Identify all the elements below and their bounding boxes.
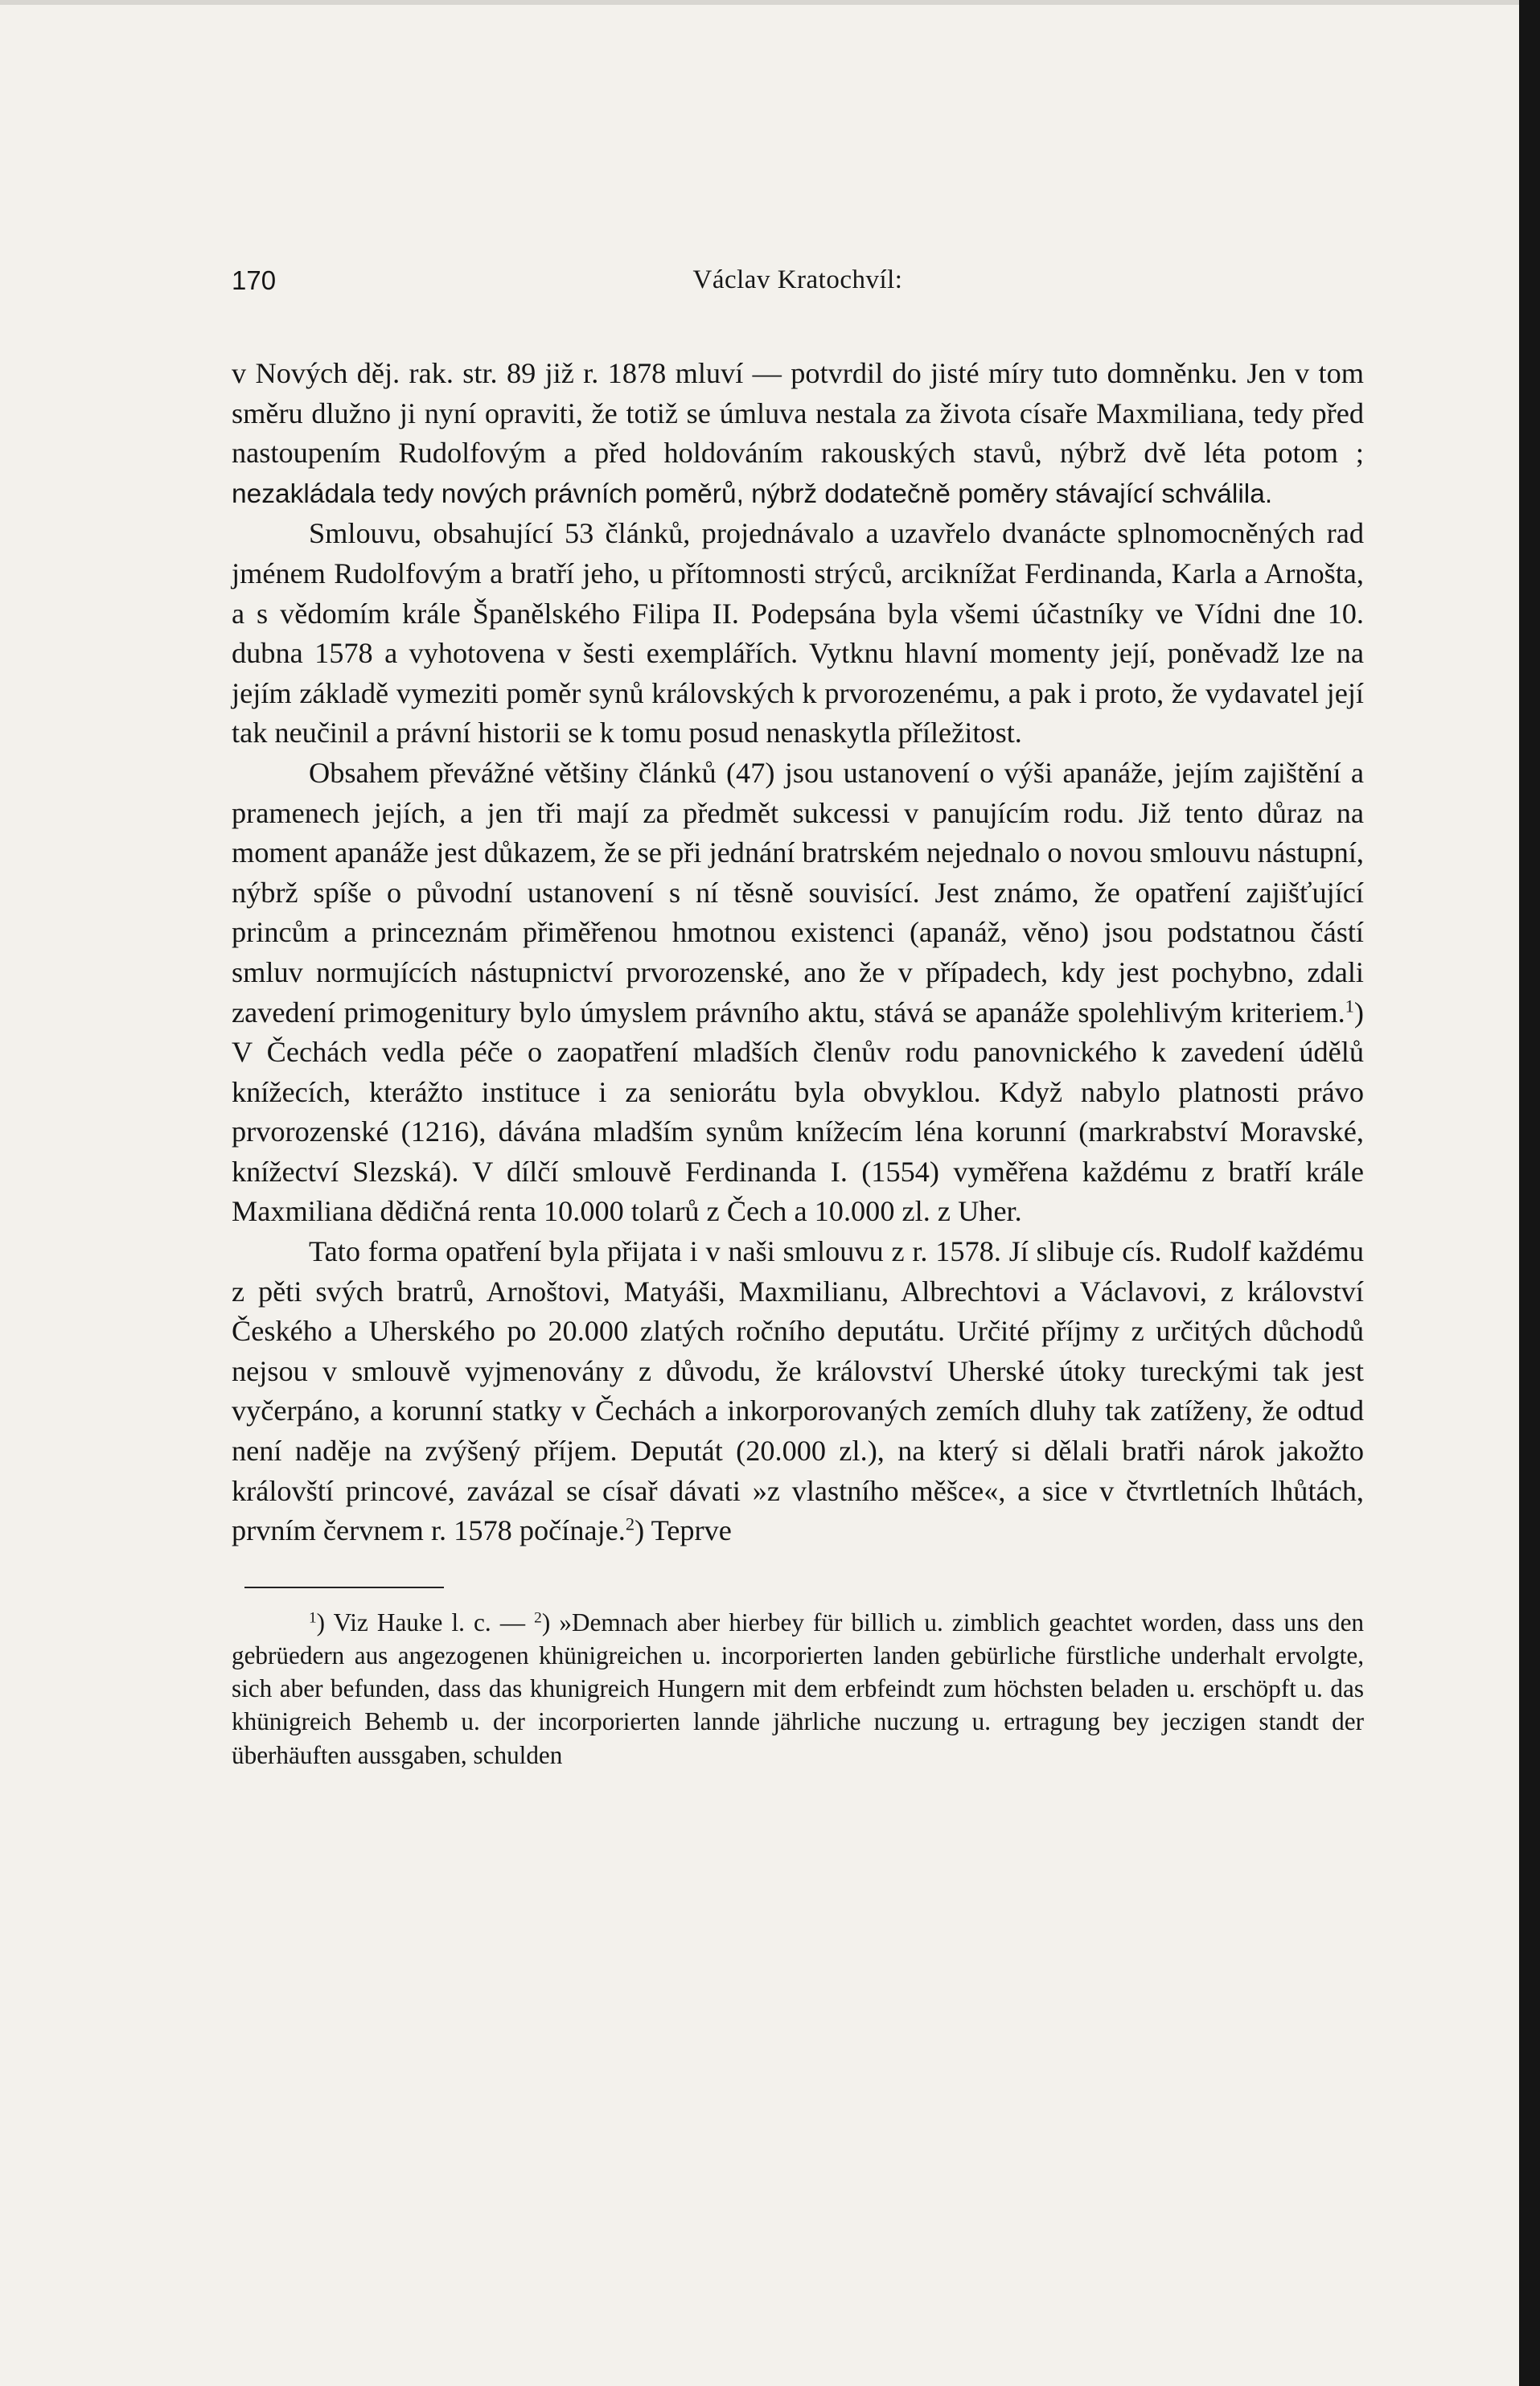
- page: [232, 265, 1364, 1772]
- footnote-1-and-2: $^1$) Viz Hauke l. c. — $^2$) »Demnach aber hierbey für billich u. zimblich geachtet worden, dass uns den gebrüedern aus angezogenen khünigreichen u. incorporierten landen gebürliche fürstliche underhalt ervolgte, sich aber befunden, dass das khunigreich Hungern mit dem erbfeindt zum höchsten beladen u. erschöpft u. das khünigreich Behemb u. der incorporierten lannde jährliche nuczung u. ertragung bey jeczigen standt der überhäuften aussgaben, schulden: [232, 1608, 1365, 1769]
- footnote-ref-2[interactable]: 2: [625, 1513, 635, 1534]
- paragraph-3: Obsahem převážné většiny článků (47) jsou ustanovení o výši apanáže, jejím zajištění a pramenech jejích, a jen tři mají za předmět sukcessi v panujícím rodu. Již tento důraz na moment apanáže jest důkazem, že se při jednání bratrském nejednalo o novou smlouvu nástupní, nýbrž spíše o původní ustanovení s ní těsně souvisící. Jest známo, že opatření zajišťující princům a princeznám přiměřenou hmotnou existenci (apanáž, věno) jsou podstatnou částí smluv normujících nástupnictví prvorozenské, ano že v případech, kdy jest pochybno, zdali zavedení primogenitury bylo úmyslem právního aktu, stává se apanáže spolehlivým kriteriem.$^1$) V Čechách vedla péče o zaopatření mladších členův rodu panovnického k zavedení údělů knížecích, kterážto instituce i za seniorátu byla obvyklou. Když nabylo platnosti právo prvorozenské (1216), dávána mladším synům knížecím léna korunní (markrabství Moravské, knížectví Slezská). V dílčí smlouvě Ferdinanda I. (1554) vyměřena každému z bratří krále Maxmiliana dědičná renta 10.000 tolarů z Čech a 10.000 zl. z Uher.: [232, 756, 1364, 1228]
- paragraph-1: [232, 354, 1364, 514]
- paragraph-4-text-b: Teprve: [644, 1514, 732, 1547]
- running-head-author: Václav Kratochvíl:: [692, 265, 903, 294]
- paragraph-3-text-a: Obsahem převážné většiny článků (47) jsou ustanovení o výši apanáže, jejím zajištění a pramenech jejích, a jen tři mají za předmět sukcessi v panujícím rodu. Již tento důraz na moment apanáže jest důkazem, že se při jednání bratrském nejednalo o novou smlouvu nástupní, nýbrž spíše o původní ustanovení s ní těsně souvisící. Jest známo, že opatření zajišťující princům a princeznám přiměřenou hmotnou existenci (apanáž, věno) jsou podstatnou částí smluv normujících nástupnictví prvorozenské, ano že v případech, kdy jest pochybno, zdali zavedení primogenitury bylo úmyslem právního aktu, stává se apanáže spolehlivým kriteriem.: [232, 756, 1364, 1029]
- scan-top-edge: [0, 0, 1540, 5]
- footnotes: [232, 1606, 1364, 1772]
- body-text: [232, 354, 1364, 1551]
- footnote-marker-2: 2: [534, 1609, 542, 1627]
- page-number: 170: [232, 265, 277, 295]
- paragraph-4: Tato forma opatření byla přijata i v naši smlouvu z r. 1578. Jí slibuje cís. Rudolf každému z pěti svých bratrů, Arnoštovi, Matyáši, Maxmilianu, Albrechtovi a Václavovi, z království Českého a Uherského po 20.000 zlatých ročního deputátu. Určité příjmy z určitých důchodů nejsou v smlouvě vyjmenovány z důvodu, že království Uherské útoky tureckými tak jest vyčerpáno, a korunní statky v Čechách a inkorporovaných zemích dluhy tak zatíženy, že odtud není naděje na zvýšený příjem. Deputát (20.000 zl.), na který si dělali bratři nárok jakožto královští princové, zavázal se císař dávati »z vlastního měšce«, a sice v čtvrtletních lhůtách, prvním červnem r. 1578 počínaje.$^2$) Teprve: [232, 1235, 1364, 1547]
- footnote-1-text: Viz Hauke l. c. —: [325, 1608, 535, 1637]
- paragraph-4-text-a: Tato forma opatření byla přijata i v naši smlouvu z r. 1578. Jí slibuje cís. Rudolf každému z pěti svých bratrů, Arnoštovi, Matyáši, Maxmilianu, Albrechtovi a Václavovi, z království Českého a Uherského po 20.000 zlatých ročního deputátu. Určité příjmy z určitých důchodů nejsou v smlouvě vyjmenovány z důvodu, že království Uherské útoky tureckými tak jest vyčerpáno, a korunní statky v Čechách a inkorporovaných zemích dluhy tak zatíženy, že odtud není naděje na zvýšený příjem. Deputát (20.000 zl.), na který si dělali bratři nárok jakožto královští princové, zavázal se císař dávati »z vlastního měšce«, a sice v čtvrtletních lhůtách, prvním červnem r. 1578 počínaje.: [232, 1235, 1364, 1547]
- paragraph-3-text-b: V Čechách vedla péče o zaopatření mladších členův rodu panovnického k zavedení údělů knížecích, kterážto instituce i za seniorátu byla obvyklou. Když nabylo platnosti právo prvorozenské (1216), dávána mladším synům knížecím léna korunní (markrabství Moravské, knížectví Slezská). V dílčí smlouvě Ferdinanda I. (1554) vyměřena každému z bratří krále Maxmiliana dědičná renta 10.000 tolarů z Čech a 10.000 zl. z Uher.: [232, 1036, 1364, 1228]
- footnote-2-text: »Demnach aber hierbey für billich u. zimblich geachtet worden, dass uns den gebrüedern aus angezogenen khünigreichen u. incorporierten landen gebürliche fürstliche underhalt ervolgte, sich aber befunden, dass das khunigreich Hungern mit dem erbfeindt zum höchsten beladen u. erschöpft u. das khünigreich Behemb u. der incorporierten lannde jährliche nuczung u. ertragung bey jeczigen standt der überhäuften aussgaben, schulden: [232, 1608, 1365, 1769]
- scan-right-edge: [1519, 0, 1540, 2386]
- footnote-ref-1[interactable]: 1: [1345, 996, 1354, 1016]
- paragraph-1-text: v Nových děj. rak. str. 89 již r. 1878 mluví — potvrdil do jisté míry tuto domněnku. Jen v tom směru dlužno ji nyní opraviti, že totiž se úmluva nestala za života císaře Maxmiliana, tedy před nastoupením Rudolfovým a před holdováním rakouských stavů, nýbrž dvě léta potom ;: [232, 357, 1364, 470]
- running-head: [232, 265, 1364, 314]
- paragraph-2: Smlouvu, obsahující 53 článků, projednávalo a uzavřelo dvanácte splnomocněných rad jménem Rudolfovým a bratří jeho, u přítomnosti strýců, arciknížat Ferdinanda, Karla a Arnošta, a s vědomím krále Španělského Filipa II. Podepsána byla všemi účastníky ve Vídni dne 10. dubna 1578 a vyhotovena v šesti exemplářích. Vytknu hlavní momenty její, poněvadž lze na jejím základě vymeziti poměr synů královských k prvorozenému, a pak i proto, že vydavatel její tak neučinil a právní historii se k tomu posud nenaskytla příležitost.: [232, 517, 1364, 749]
- footnote-divider: [244, 1587, 444, 1588]
- paragraph-1-sans-text: nezakládala tedy nových právních poměrů, nýbrž dodatečně poměry stávající schválila.: [232, 478, 1273, 509]
- footnote-marker-1: 1: [309, 1609, 317, 1627]
